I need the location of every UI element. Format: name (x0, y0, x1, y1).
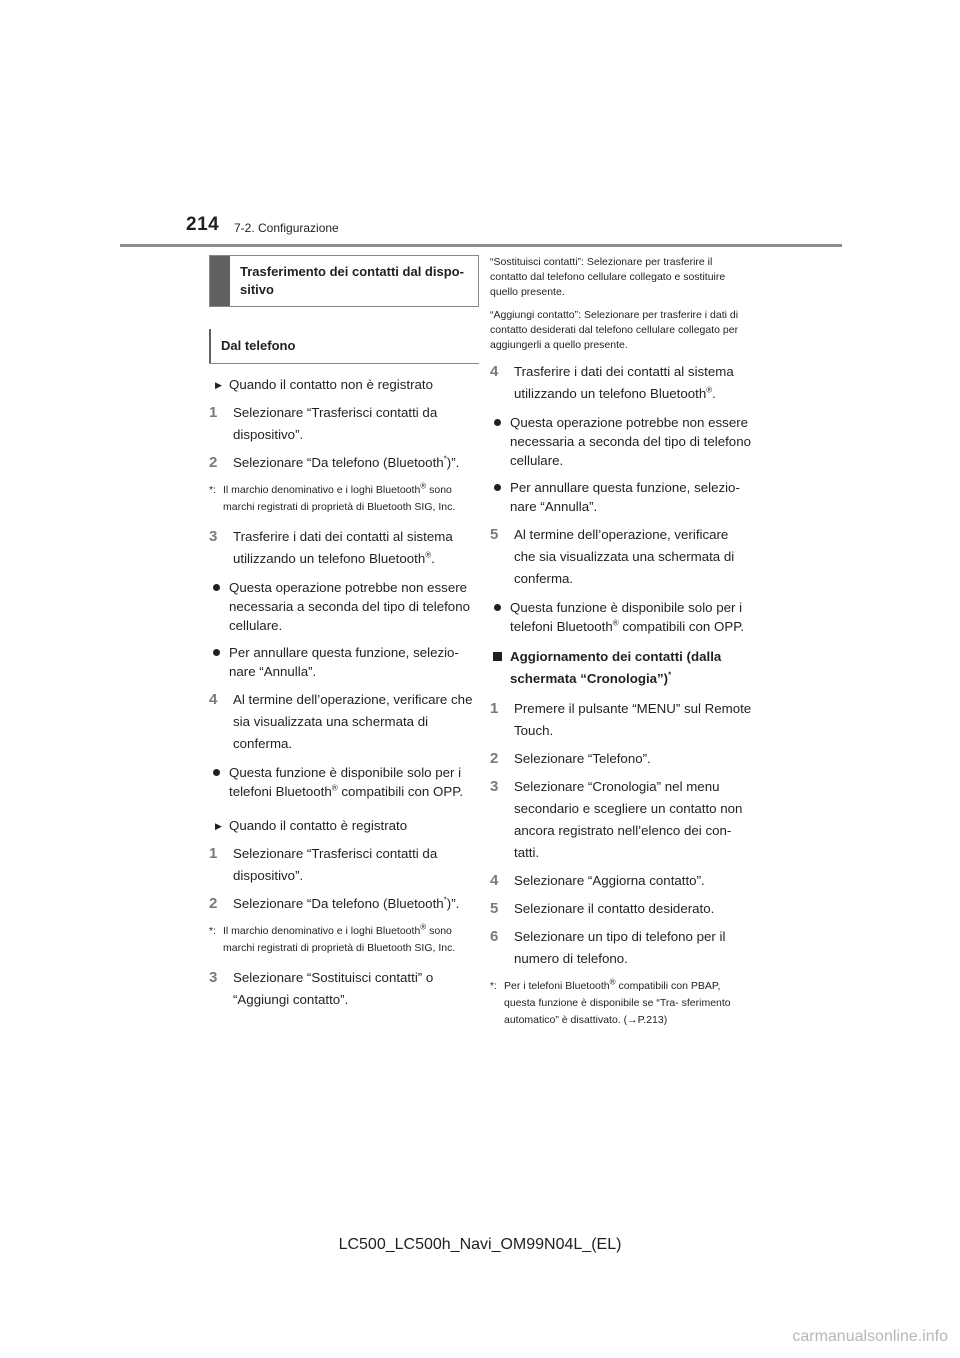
footnote-text-end: sono marchi registrati di proprietà di Bluetooth SIG, Inc. (223, 484, 456, 513)
step-text: Selezionare il contatto desiderato. (514, 901, 715, 916)
registered-mark: ® (420, 922, 427, 932)
bullet-text-end: compatibili con OPP. (618, 619, 745, 634)
paragraph-replace: “Sostituisci contatti”: Selezionare per trasferire il contatto dal telefono cellulare collegato e sostituire quello presente. (490, 256, 726, 298)
step-number: 1 (490, 700, 499, 717)
bullet-dot-icon (494, 604, 501, 611)
box-heading-text: Trasferimento dei contatti dal dispo- sitivo (240, 264, 464, 297)
bullet-text-end: compatibili con OPP. (337, 784, 464, 799)
bullet (490, 413, 752, 470)
step (490, 776, 752, 864)
bullet (490, 478, 752, 516)
bullet-dot-icon (213, 584, 220, 591)
footnote (209, 923, 479, 957)
sub-heading-text: Dal telefono (221, 338, 296, 353)
bullet (209, 578, 479, 635)
triangle-icon: ▶ (215, 821, 222, 831)
step (209, 893, 479, 915)
footnote-text: Per i telefoni Bluetooth (504, 980, 610, 992)
step (490, 898, 752, 920)
step-text: Selezionare “Sostituisci contatti” o “Aggiungi contatto”. (233, 970, 434, 1007)
step-text: Al termine dell’operazione, verificare che sia visualizzata una schermata di conferma. (233, 692, 473, 751)
sub-heading (209, 329, 479, 364)
footer-model: LC500_LC500h_Navi_OM99N04L_(EL) (338, 1236, 622, 1253)
step-text: Trasferire i dati dei contatti al sistema utilizzando un telefono Bluetooth (233, 529, 453, 566)
footnote-asterisk: *: (490, 980, 498, 992)
step-number: 2 (209, 454, 218, 471)
footnote (209, 482, 479, 516)
step-number: 4 (490, 872, 499, 889)
footnote-text-end: sono marchi registrati di proprietà di Bluetooth SIG, Inc. (223, 925, 456, 954)
registered-mark: ® (609, 977, 616, 987)
step (490, 524, 752, 590)
bullet-text: Questa funzione è disponibile solo per i telefoni Bluetooth (229, 765, 462, 799)
box-heading (209, 255, 479, 307)
step-text: Selezionare “Da telefono (Bluetooth (233, 896, 444, 911)
square-heading-text: Aggiornamento dei contatti (dalla schermata “Cronologia”) (510, 649, 722, 686)
left-column (209, 255, 479, 1017)
step (209, 402, 479, 446)
step (209, 689, 479, 755)
step (490, 361, 752, 405)
triangle-icon: ▶ (215, 380, 222, 390)
step-number: 5 (490, 900, 499, 917)
bullet (490, 598, 752, 636)
step-text-end: )”. (446, 896, 460, 911)
step-number: 4 (209, 691, 218, 708)
section-title: 7-2. Configurazione (234, 221, 339, 235)
step (209, 526, 479, 570)
step (209, 967, 479, 1011)
footnote-mark: * (668, 670, 672, 680)
paragraph-add: “Aggiungi contatto”: Selezionare per trasferire i dati di contatto desiderati dal telefono cellulare collegato per aggiungerli a quello presente. (490, 309, 739, 351)
condition-text: Quando il contatto è registrato (229, 818, 408, 833)
step-number: 4 (490, 363, 499, 380)
header-rule (120, 244, 842, 247)
step-text: Trasferire i dati dei contatti al sistema utilizzando un telefono Bluetooth (514, 364, 734, 401)
step (490, 870, 752, 892)
step-text: Selezionare “Trasferisci contatti da dispositivo”. (233, 405, 438, 442)
step-text: Selezionare un tipo di telefono per il numero di telefono. (514, 929, 726, 966)
page-number: 214 (186, 214, 220, 235)
bullet-text: Questa funzione è disponibile solo per i telefoni Bluetooth (510, 600, 743, 634)
step-number: 1 (209, 404, 218, 421)
bullet (209, 643, 479, 681)
footnote (490, 978, 752, 1029)
step-text: Al termine dell’operazione, verificare che sia visualizzata una schermata di conferma. (514, 527, 735, 586)
registered-mark: ® (420, 481, 427, 491)
step-number: 6 (490, 928, 499, 945)
condition-registered (209, 815, 479, 837)
bullet-text: Per annullare questa funzione, selezio- nare “Annulla”. (229, 645, 459, 679)
footnote-text: Il marchio denominativo e i loghi Bluetooth (223, 484, 421, 496)
condition-not-registered (209, 374, 479, 396)
step (209, 452, 479, 474)
step (490, 748, 752, 770)
square-heading (490, 646, 752, 690)
step-number: 2 (209, 895, 218, 912)
step-number: 3 (209, 528, 218, 545)
step-text-end: . (712, 386, 716, 401)
footnote-text-end: compatibili con PBAP, questa funzione è disponibile se “Tra- sferimento automatico” è disattivato. (→P.213) (504, 980, 731, 1026)
step-text: Premere il pulsante “MENU” sul Remote Touch. (514, 701, 752, 738)
step-number: 1 (209, 845, 218, 862)
box-heading-bar (210, 256, 230, 306)
bullet-dot-icon (213, 769, 220, 776)
step-text: Selezionare “Trasferisci contatti da dispositivo”. (233, 846, 438, 883)
registered-mark: ® (425, 550, 432, 560)
step-number: 2 (490, 750, 499, 767)
footnote-mark: * (443, 454, 447, 464)
footnote-mark: * (443, 895, 447, 905)
step-text: Selezionare “Aggiorna contatto”. (514, 873, 705, 888)
step-text: Selezionare “Telefono”. (514, 751, 651, 766)
step-number: 3 (490, 778, 499, 795)
bullet-dot-icon (494, 419, 501, 426)
step (490, 926, 752, 970)
step-number: 5 (490, 526, 499, 543)
registered-mark: ® (706, 385, 713, 395)
step-text: Selezionare “Da telefono (Bluetooth (233, 455, 444, 470)
right-column (490, 255, 752, 1039)
watermark: carmanualsonline.info (792, 1328, 948, 1345)
bullet-text: Questa operazione potrebbe non essere necessaria a seconda del tipo di telefono cellulare. (229, 580, 470, 633)
footnote-asterisk: *: (209, 484, 217, 496)
footnote-asterisk: *: (209, 925, 217, 937)
bullet-text: Per annullare questa funzione, selezio- nare “Annulla”. (510, 480, 740, 514)
condition-text: Quando il contatto non è registrato (229, 377, 434, 392)
step-text: Selezionare “Cronologia” nel menu secondario e scegliere un contatto non ancora registrato nell’elenco dei con- tatti. (514, 779, 743, 860)
bullet (209, 763, 479, 801)
step-text-end: . (431, 551, 435, 566)
bullet-dot-icon (213, 649, 220, 656)
footnote-text: Il marchio denominativo e i loghi Bluetooth (223, 925, 421, 937)
bullet-dot-icon (494, 484, 501, 491)
step-text-end: )”. (446, 455, 460, 470)
step (209, 843, 479, 887)
step-number: 3 (209, 969, 218, 986)
bullet-text: Questa operazione potrebbe non essere necessaria a seconda del tipo di telefono cellulare. (510, 415, 751, 468)
registered-mark: ® (612, 618, 619, 628)
square-icon (493, 652, 502, 661)
step (490, 698, 752, 742)
registered-mark: ® (331, 783, 338, 793)
